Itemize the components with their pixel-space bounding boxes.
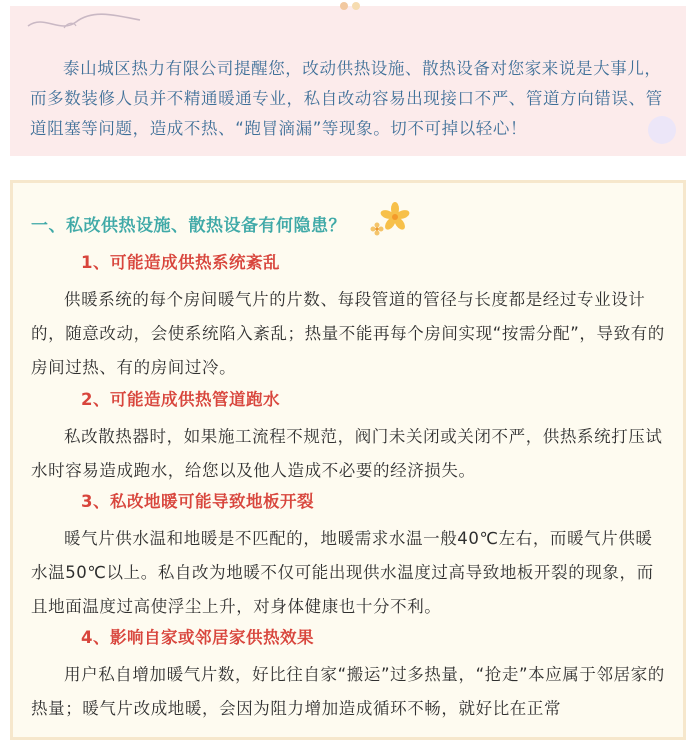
item-body: 私改散热器时，如果施工流程不规范，阀门未关闭或关闭不严，供热系统打压试水时容易造成跑水，给您以及他人造成不必要的经济损失。 <box>31 427 663 480</box>
circle-decoration-icon <box>648 116 676 144</box>
dots-decoration-icon <box>336 0 366 12</box>
hazard-item <box>31 488 667 624</box>
item-heading: 4、影响自家或邻居家供热效果 <box>81 628 314 647</box>
flower-decoration-icon <box>365 201 411 241</box>
hazard-item <box>31 249 667 385</box>
item-heading: 3、私改地暖可能导致地板开裂 <box>81 492 314 511</box>
hazard-item <box>31 624 667 726</box>
item-heading: 2、可能造成供热管道跑水 <box>81 390 280 409</box>
item-body: 供暖系统的每个房间暖气片的片数、每段管道的管径与长度都是经过专业设计的，随意改动，会使系统陷入紊乱；热量不能再每个房间实现“按需分配”，导致有的房间过热、有的房间过冷。 <box>31 290 665 377</box>
swirl-decoration-icon <box>24 8 144 36</box>
notice-text: 泰山城区热力有限公司提醒您，改动供热设施、散热设备对您家来说是大事儿，而多数装修人员并不精通暖通专业，私自改动容易出现接口不严、管道方向错误、管道阻塞等问题，造成不热、“跑冒滴漏”等现象。切不可掉以轻心！ <box>30 59 663 138</box>
hazard-item <box>31 386 667 488</box>
item-body: 用户私自增加暖气片数，好比往自家“搬运”过多热量，“抢走”本应属于邻居家的热量；暖气片改成地暖，会因为阻力增加造成循环不畅，就好比在正常 <box>31 665 665 718</box>
content-box <box>10 180 686 740</box>
section-title: 一、私改供热设施、散热设备有何隐患？ <box>31 216 346 236</box>
item-heading: 1、可能造成供热系统紊乱 <box>81 253 280 272</box>
notice-box <box>10 6 686 156</box>
item-body: 暖气片供水温和地暖是不匹配的，地暖需求水温一般40℃左右，而暖气片供暖水温50℃以上。私自改为地暖不仅可能出现供水温度过高导致地板开裂的现象，而且地面温度过高使浮尘上升，对身体健康也十分不利。 <box>31 529 654 616</box>
